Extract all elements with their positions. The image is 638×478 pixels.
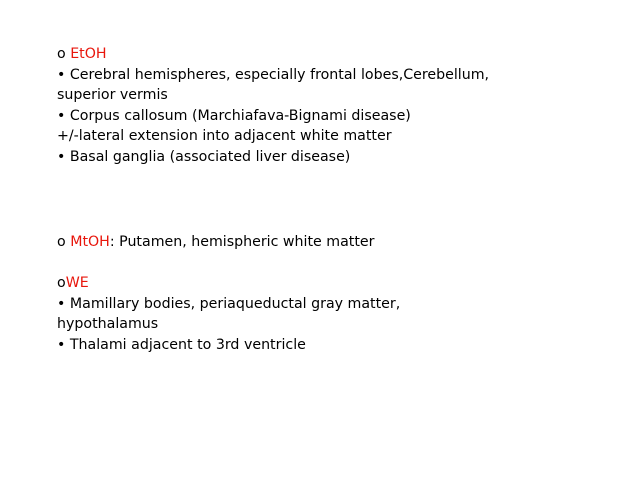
we-line-3: • Thalami adjacent to 3rd ventricle bbox=[57, 336, 306, 353]
etoh-heading-line bbox=[57, 44, 617, 65]
mtoh-heading: MtOH bbox=[70, 234, 110, 250]
etoh-line-3: • Corpus callosum (Marchiafava-Bignami disease) bbox=[57, 107, 411, 124]
we-heading: WE bbox=[65, 275, 89, 291]
we-heading-line bbox=[57, 273, 617, 294]
we-line-2: hypothalamus bbox=[57, 316, 159, 332]
etoh-line-4: +/-lateral extension into adjacent white matter bbox=[57, 128, 392, 144]
we-line-1: • Mamillary bodies, periaqueductal gray matter, bbox=[57, 295, 401, 312]
we-bullet: o bbox=[57, 275, 66, 291]
etoh-section bbox=[57, 44, 617, 167]
etoh-line-1: • Cerebral hemispheres, especially frontal lobes,Cerebellum, bbox=[57, 66, 490, 83]
etoh-line-2: superior vermis bbox=[57, 87, 168, 103]
we-section bbox=[57, 273, 617, 355]
mtoh-section bbox=[57, 232, 617, 253]
etoh-line-5: • Basal ganglia (associated liver disease) bbox=[57, 148, 351, 165]
etoh-heading: EtOH bbox=[70, 46, 107, 62]
etoh-bullet: o bbox=[57, 46, 71, 62]
mtoh-line bbox=[57, 232, 617, 253]
mtoh-bullet: o bbox=[57, 234, 71, 250]
mtoh-text: : Putamen, hemispheric white matter bbox=[109, 234, 375, 250]
